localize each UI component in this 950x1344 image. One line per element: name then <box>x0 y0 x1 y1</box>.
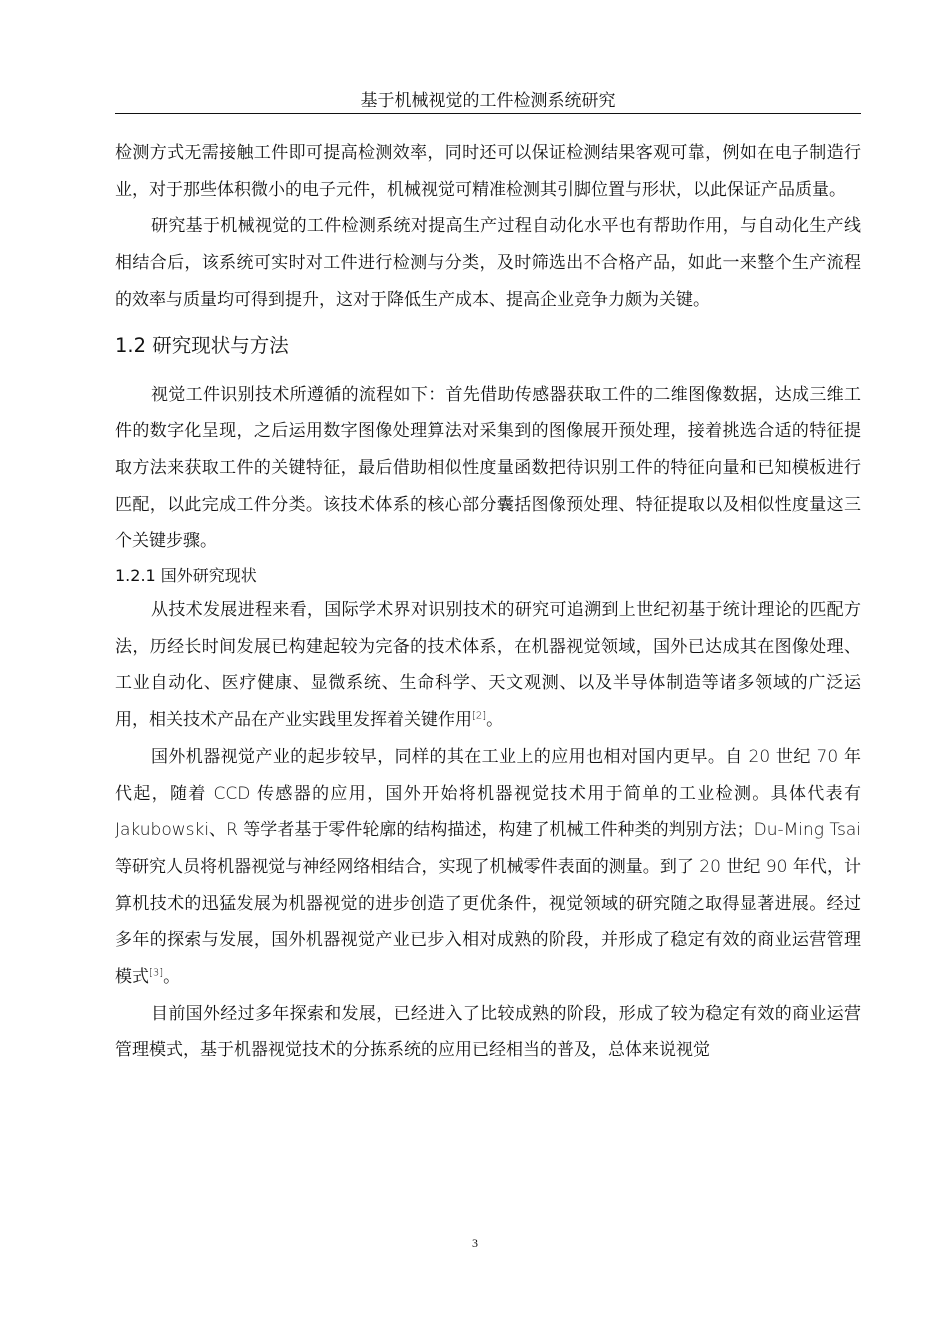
paragraph-recognition-process: 视觉工件识别技术所遵循的流程如下：首先借助传感器获取工件的二维图像数据，达成三维工件的数字化呈现，之后运用数字图像处理算法对采集到的图像展开预处理，接着挑选合适的特征提取方法来获取工件的关键特征，最后借助相似性度量函数把待识别工件的特征向量和已知模板进行匹配，以此完成工件分类。该技术体系的核心部分囊括图像预处理、特征提取以及相似性度量这三个关键步骤。 <box>115 384 861 552</box>
paragraph-end: 。 <box>486 710 504 731</box>
paragraph-text: 国外机器视觉产业的起步较早，同样的其在工业上的应用也相对国内更早。自 20 世纪 70 年代起，随着 CCD 传感器的应用，国外开始将机器视觉技术用于简单的工业检测。具体代表有 Jakubowski、R 等学者基于零件轮廓的结构描述，构建了机械工件种类的判别方法；Du-Ming Tsai 等研究人员将机器视觉与神经网络相结合，实现了机械零件表面的测量。到了 20 世纪 90 年代，计算机技术的迅猛发展为机器视觉的进步创造了更优条件，视觉领域的研究随之取得显著进展。经过多年的探索与发展，国外机器视觉产业已步入相对成熟的阶段，并形成了稳定有效的商业运营管理模式 <box>115 746 861 988</box>
paragraph-text: 从技术发展进程来看，国际学术界对识别技术的研究可追溯到上世纪初基于统计理论的匹配方法，历经长时间发展已构建起较为完备的技术体系，在机器视觉领域，国外已达成其在图像处理、工业自动化、医疗健康、显微系统、生命科学、天文观测、以及半导体制造等诸多领域的广泛运用，相关技术产品在产业实践里发挥着关键作用 <box>115 600 861 731</box>
paragraph-foreign-industry <box>115 739 861 996</box>
paragraph-end: 。 <box>163 967 181 988</box>
section-heading-1-2-1: 1.2.1 国外研究现状 <box>115 566 257 586</box>
paragraph-foreign-current: 目前国外经过多年探索和发展，已经进入了比较成熟的阶段，形成了较为稳定有效的商业运营管理模式，基于机器视觉技术的分拣系统的应用已经相当的普及，总体来说视觉 <box>115 1003 861 1061</box>
header-rule <box>115 113 861 114</box>
section-heading-1-2: 1.2 研究现状与方法 <box>115 333 289 357</box>
body-text <box>115 135 861 1069</box>
paragraph-continued: 检测方式无需接触工件即可提高检测效率，同时还可以保证检测结果客观可靠，例如在电子制造行业，对于那些体积微小的电子元件，机械视觉可精准检测其引脚位置与形状，以此保证产品质量。 <box>115 143 861 200</box>
citation-2[interactable]: [2] <box>472 710 487 722</box>
page-number: 3 <box>472 1236 478 1250</box>
paragraph-automation: 研究基于机械视觉的工件检测系统对提高生产过程自动化水平也有帮助作用，与自动化生产线相结合后，该系统可实时对工件进行检测与分类，及时筛选出不合格产品，如此一来整个生产流程的效率与质量均可得到提升，这对于降低生产成本、提高企业竞争力颇为关键。 <box>115 216 861 310</box>
citation-3[interactable]: [3] <box>149 967 164 979</box>
running-header: 基于机械视觉的工件检测系统研究 <box>360 91 616 111</box>
paragraph-foreign-history <box>115 592 861 739</box>
